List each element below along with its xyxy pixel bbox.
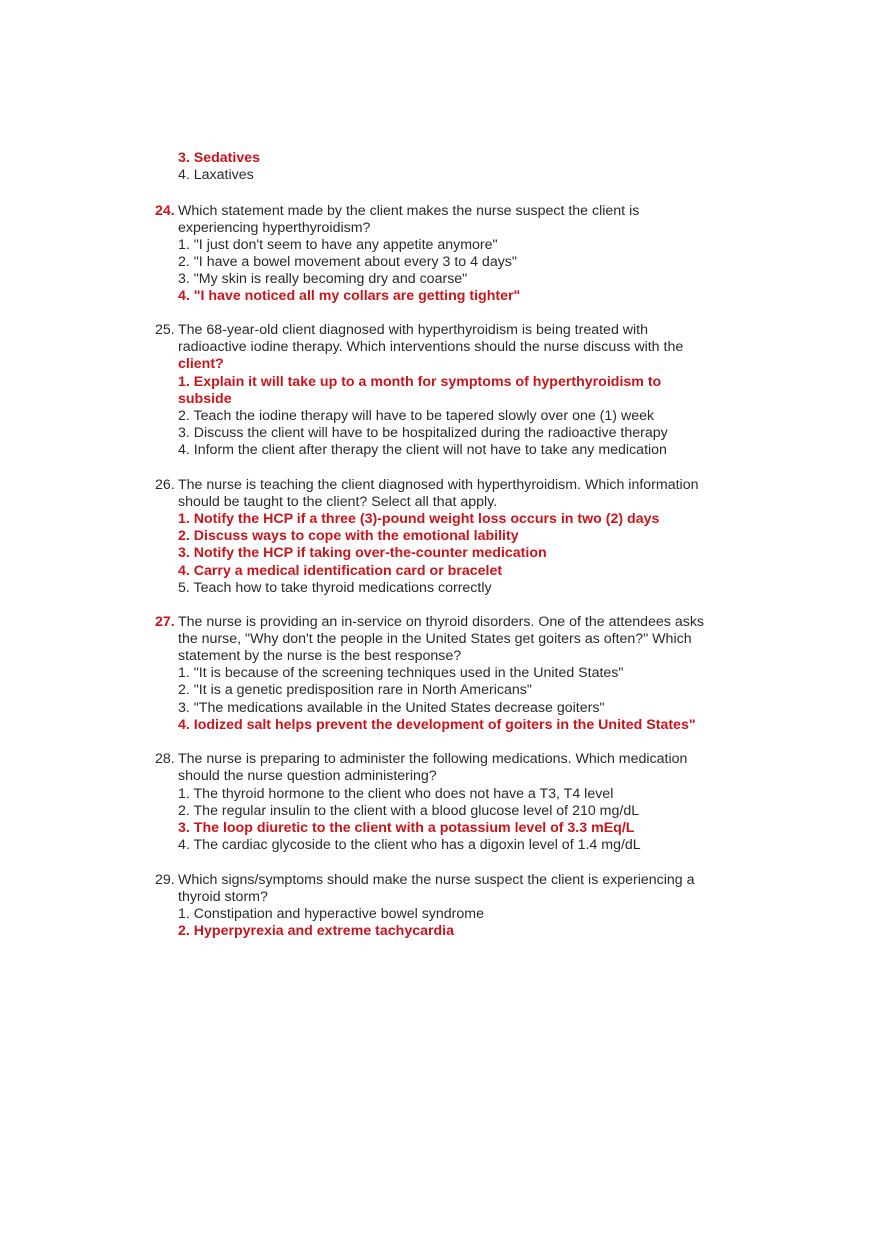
question-28-stem-line: The nurse is preparing to administer the following medications. Which medication bbox=[178, 751, 688, 767]
question-29-option-1: 1. Constipation and hyperactive bowel syndrome bbox=[178, 906, 484, 922]
question-27-stem-line: the nurse, "Why don't the people in the United States get goiters as often?" Which bbox=[178, 631, 692, 647]
question-25-option-1-correct-cont: subside bbox=[178, 391, 232, 407]
question-26-option-4-correct: 4. Carry a medical identification card or bracelet bbox=[178, 563, 503, 579]
question-28-stem-line: should the nurse question administering? bbox=[178, 768, 437, 784]
question-26-option-2-correct: 2. Discuss ways to cope with the emotional lability bbox=[178, 528, 519, 544]
question-25-stem-line: The 68-year-old client diagnosed with hyperthyroidism is being treated with bbox=[178, 322, 649, 338]
option-3-sedatives: 3. Sedatives bbox=[178, 150, 261, 166]
question-27-stem-line: statement by the nurse is the best response? bbox=[178, 648, 462, 664]
question-24-stem-line: experiencing hyperthyroidism? bbox=[178, 220, 371, 236]
question-26-option-1-correct: 1. Notify the HCP if a three (3)-pound weight loss occurs in two (2) days bbox=[178, 511, 660, 527]
question-25-option-1-correct: 1. Explain it will take up to a month for symptoms of hyperthyroidism to bbox=[178, 374, 662, 390]
question-27-option-2: 2. "It is a genetic predisposition rare in North Americans" bbox=[178, 682, 532, 698]
question-29-option-2-correct: 2. Hyperpyrexia and extreme tachycardia bbox=[178, 923, 455, 939]
question-24-option-4-correct: 4. "I have noticed all my collars are getting tighter" bbox=[178, 288, 521, 304]
question-29-stem-line: Which signs/symptoms should make the nurse suspect the client is experiencing a bbox=[178, 872, 695, 888]
question-26-stem-line: The nurse is teaching the client diagnosed with hyperthyroidism. Which information bbox=[178, 477, 699, 493]
question-28-option-1: 1. The thyroid hormone to the client who does not have a T3, T4 level bbox=[178, 786, 614, 802]
question-27-option-3: 3. "The medications available in the United States decrease goiters" bbox=[178, 700, 605, 716]
question-27-stem-line: The nurse is providing an in-service on thyroid disorders. One of the attendees asks bbox=[178, 614, 705, 630]
question-27-option-4-correct: 4. Iodized salt helps prevent the development of goiters in the United States" bbox=[178, 717, 696, 733]
question-28-number: 28. bbox=[155, 751, 175, 767]
question-26-stem-line: should be taught to the client? Select all that apply. bbox=[178, 494, 498, 510]
question-25-option-4: 4. Inform the client after therapy the client will not have to take any medication bbox=[178, 442, 667, 458]
question-29-number: 29. bbox=[155, 872, 175, 888]
question-27-number: 27. bbox=[155, 614, 175, 630]
question-25-stem-line: client? bbox=[178, 356, 224, 372]
question-26-option-3-correct: 3. Notify the HCP if taking over-the-counter medication bbox=[178, 545, 547, 561]
question-27-option-1: 1. "It is because of the screening techniques used in the United States" bbox=[178, 665, 624, 681]
question-28-option-2: 2. The regular insulin to the client with a blood glucose level of 210 mg/dL bbox=[178, 803, 640, 819]
question-28-option-3-correct: 3. The loop diuretic to the client with a potassium level of 3.3 mEq/L bbox=[178, 820, 635, 836]
question-24-number: 24. bbox=[155, 203, 175, 219]
question-25-stem-line: radioactive iodine therapy. Which interventions should the nurse discuss with the bbox=[178, 339, 684, 355]
question-24-stem-line: Which statement made by the client makes the nurse suspect the client is bbox=[178, 203, 640, 219]
question-24-option-3: 3. "My skin is really becoming dry and coarse" bbox=[178, 271, 468, 287]
option-4-laxatives: 4. Laxatives bbox=[178, 167, 254, 183]
question-29-stem-line: thyroid storm? bbox=[178, 889, 268, 905]
question-28-option-4: 4. The cardiac glycoside to the client who has a digoxin level of 1.4 mg/dL bbox=[178, 837, 641, 853]
question-25-number: 25. bbox=[155, 322, 175, 338]
question-24-option-1: 1. "I just don't seem to have any appetite anymore" bbox=[178, 237, 498, 253]
question-25-option-2: 2. Teach the iodine therapy will have to be tapered slowly over one (1) week bbox=[178, 408, 655, 424]
question-26-option-5: 5. Teach how to take thyroid medications correctly bbox=[178, 580, 492, 596]
question-25-option-3: 3. Discuss the client will have to be hospitalized during the radioactive therapy bbox=[178, 425, 668, 441]
question-24-option-2: 2. "I have a bowel movement about every 3 to 4 days" bbox=[178, 254, 517, 270]
question-26-number: 26. bbox=[155, 477, 175, 493]
